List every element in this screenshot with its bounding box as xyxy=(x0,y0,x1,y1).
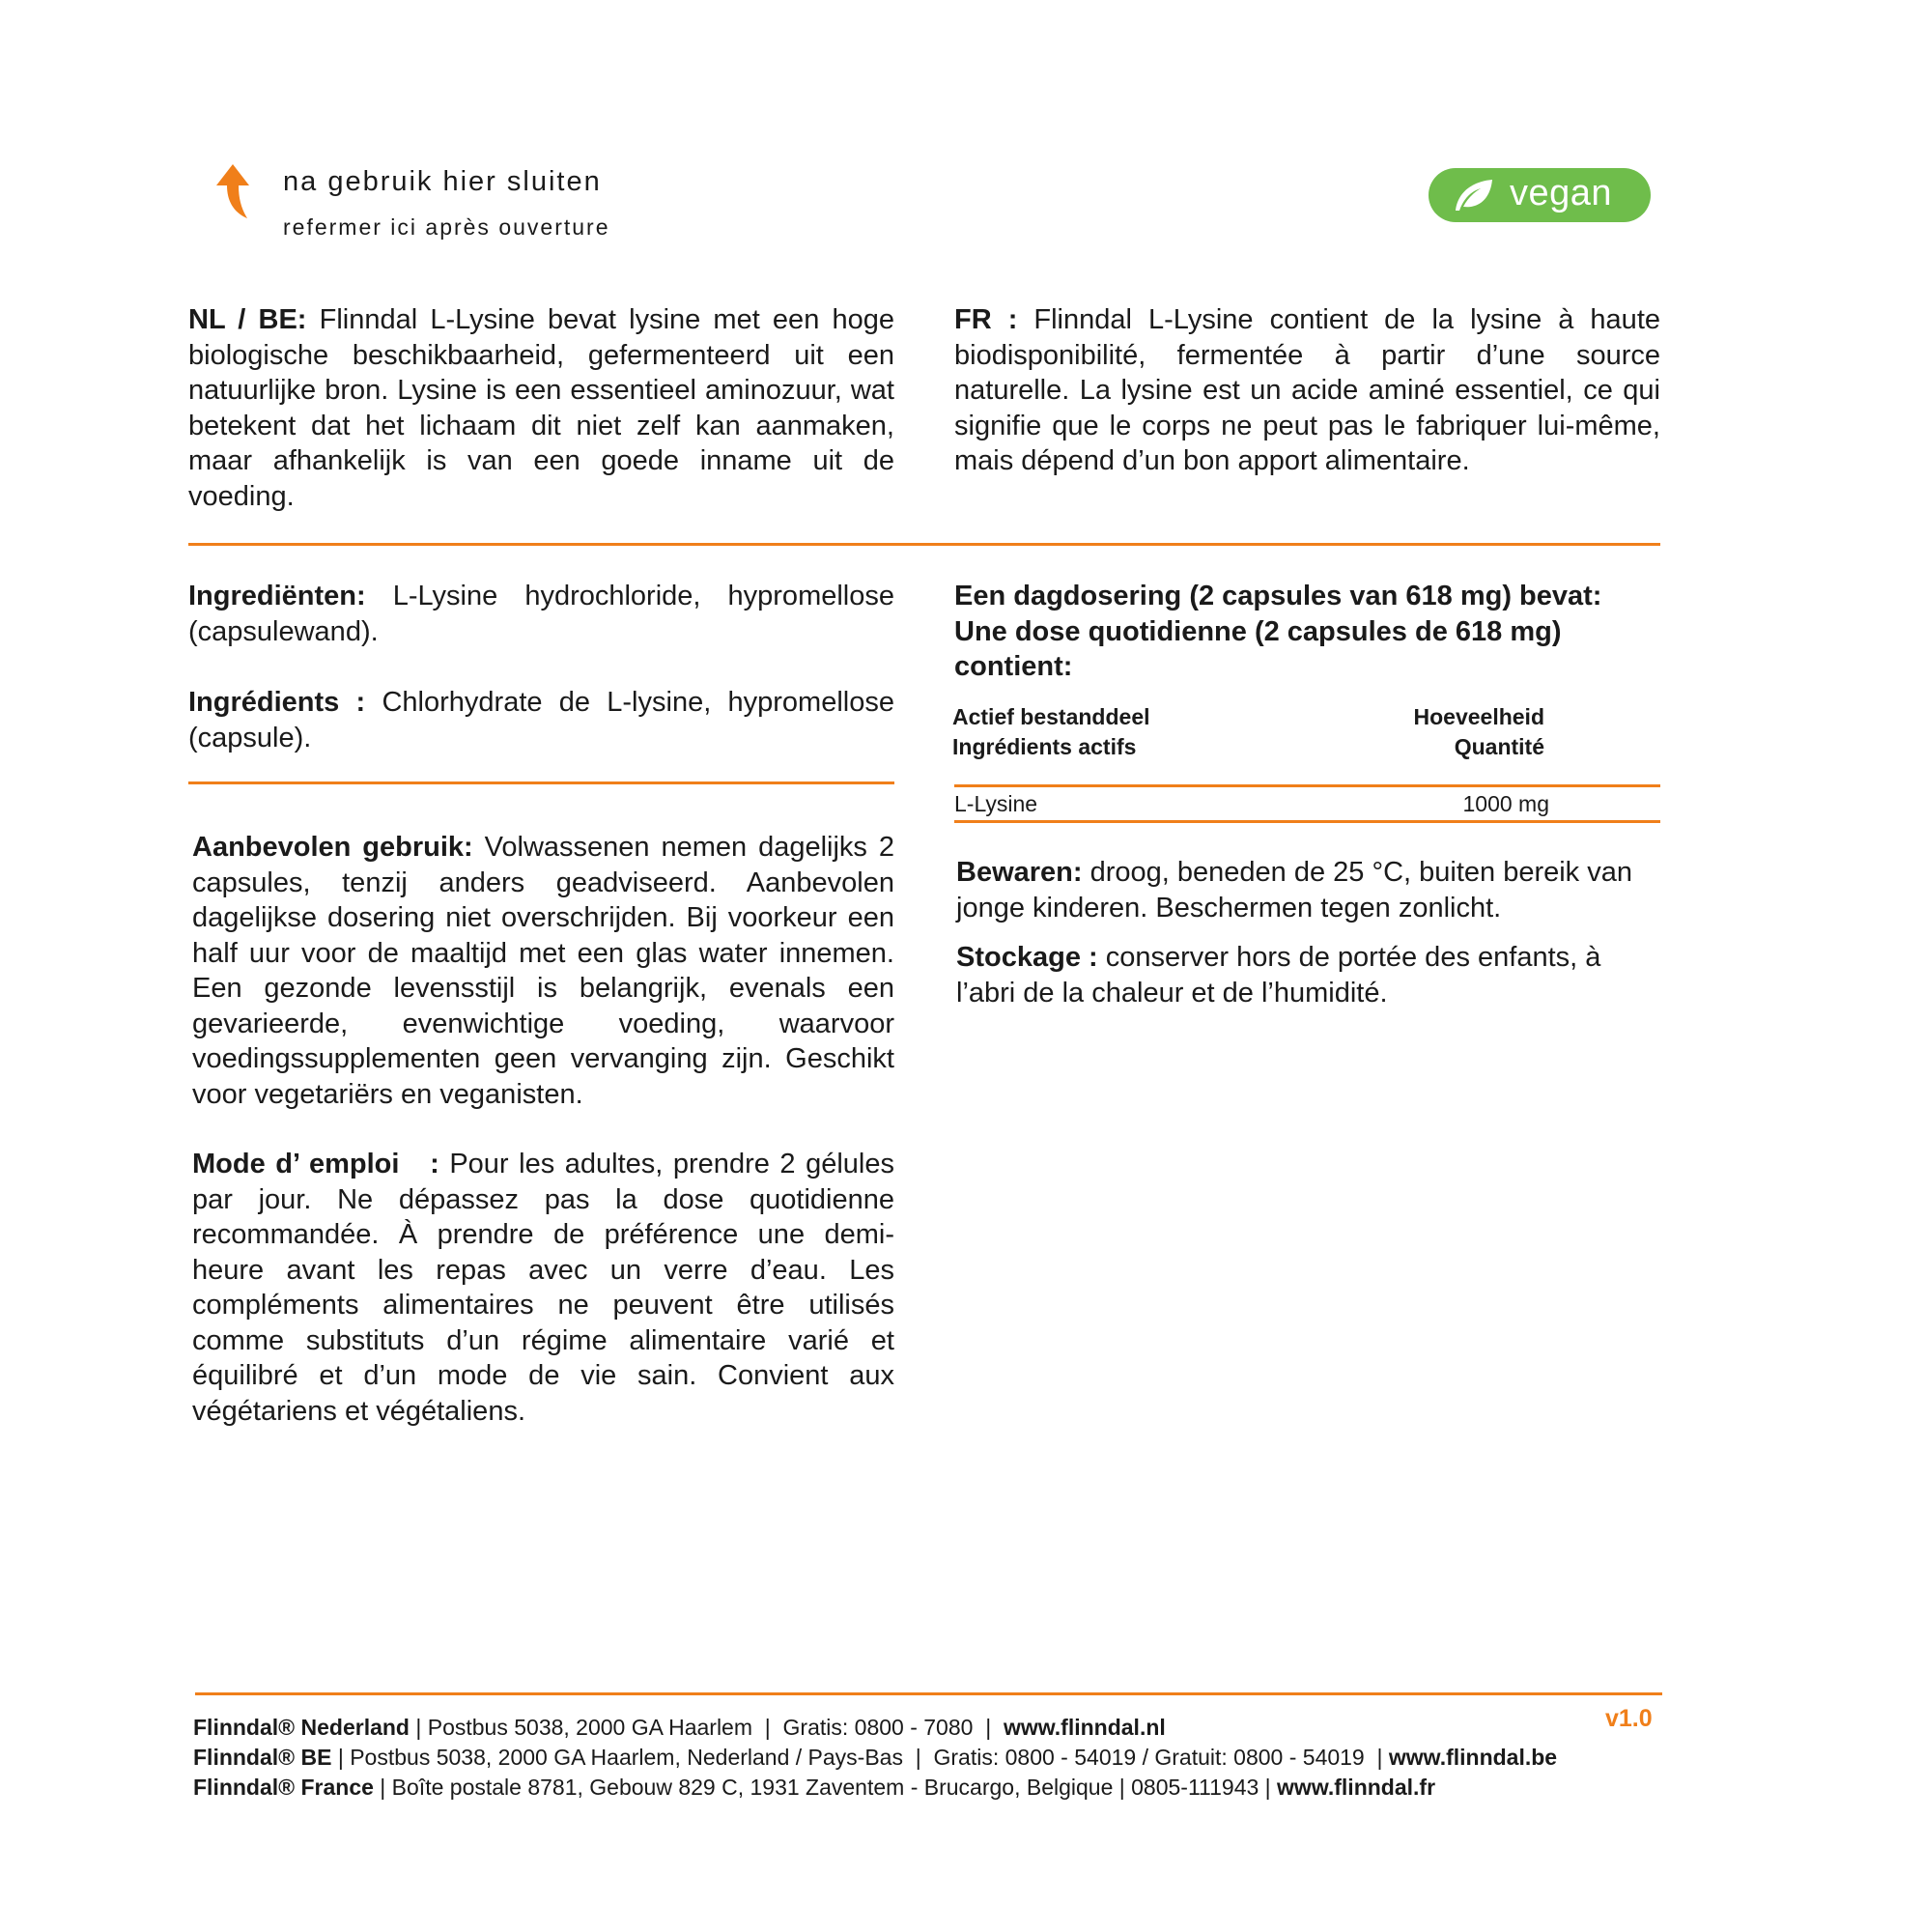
ingredients-fr-text: Chlorhydrate de L-lysine, hypromellose (capsule). xyxy=(188,687,894,753)
footer-contacts xyxy=(193,1713,1557,1803)
footer-be-text: | Postbus 5038, 2000 GA Haarlem, Nederland / Pays-Bas | Gratis: 0800 - 54019 / Gratuit: 0800 - 54019 | xyxy=(331,1745,1389,1770)
footer-fr-brand: Flinndal® France xyxy=(193,1775,374,1800)
footer-fr-text: | Boîte postale 8781, Gebouw 829 C, 1931 Zaventem - Brucargo, Belgique | 0805-111943 | xyxy=(373,1775,1278,1800)
footer-be-url[interactable]: www.flinndal.be xyxy=(1388,1745,1558,1770)
intro-fr-text: Flinndal L-Lysine contient de la lysine à haute biodisponibilité, fermentée à partir d’une source naturelle. La lysine est un acide aminé essentiel, ce qui signifie que le corps ne peut pas le fabriquer lui-même, mais dépend d’un bon apport alimentaire. xyxy=(954,304,1660,476)
ingredients-nl-label: Ingrediënten: xyxy=(188,581,366,611)
usage-fr-label: Mode d’ emploi : xyxy=(192,1149,439,1179)
footer-fr xyxy=(193,1773,1557,1803)
close-hint-nl: na gebruik hier sluiten xyxy=(283,166,602,197)
row-amount: 1000 mg xyxy=(1462,791,1549,816)
row-name: L-Lysine xyxy=(954,791,1038,816)
col-active-fr: Ingrédients actifs xyxy=(952,734,1137,759)
storage-nl-text: droog, beneden de 25 °C, buiten bereik van jonge kinderen. Beschermen tegen zonlicht. xyxy=(956,857,1632,923)
storage-fr-label: Stockage : xyxy=(956,942,1098,973)
arrow-up-icon xyxy=(214,162,251,222)
ingredients-fr-label: Ingrédients : xyxy=(188,687,366,718)
intro-nl-label: NL / BE: xyxy=(188,304,307,335)
vegan-label: vegan xyxy=(1510,172,1613,213)
footer-nl xyxy=(193,1713,1557,1743)
table-body xyxy=(954,789,1654,819)
ingredients-fr xyxy=(188,685,894,755)
intro-nl-text: Flinndal L-Lysine bevat lysine met een hoge biologische beschikbaarheid, gefermenteerd uit een natuurlijke bron. Lysine is een essentieel aminozuur, wat betekent dat het lichaam dit niet zelf kan aanmaken, maar afhankelijk is van een goede inname uit de voeding. xyxy=(188,304,894,512)
footer-nl-brand: Flinndal® Nederland xyxy=(193,1715,410,1740)
close-hint-fr: refermer ici après ouverture xyxy=(283,214,610,240)
col-amount-fr: Quantité xyxy=(1454,734,1544,759)
intro-fr xyxy=(954,302,1660,479)
intro-nl xyxy=(188,302,894,514)
table-header-rule xyxy=(954,784,1660,787)
leaf-icon xyxy=(1452,176,1496,214)
dosage-heading xyxy=(954,579,1660,685)
table-row xyxy=(954,789,1654,819)
footer-nl-text: | Postbus 5038, 2000 GA Haarlem | Gratis: 0800 - 7080 | xyxy=(409,1715,1004,1740)
vegan-badge xyxy=(1429,168,1651,222)
col-amount-nl: Hoeveelheid xyxy=(1413,704,1544,729)
table-header xyxy=(949,702,1649,762)
storage-nl-label: Bewaren: xyxy=(956,857,1083,888)
footer-be-brand: Flinndal® BE xyxy=(193,1745,332,1770)
usage-nl-label: Aanbevolen gebruik: xyxy=(192,832,473,863)
storage-fr-text: conserver hors de portée des enfants, à l’abri de la chaleur et de l’humidité. xyxy=(956,942,1601,1009)
footer-fr-url[interactable]: www.flinndal.fr xyxy=(1277,1775,1436,1800)
usage-nl-text: Volwassenen nemen dagelijks 2 capsules, tenzij anders geadviseerd. Aanbevolen dagelijkse dosering niet overschrijden. Bij voorkeur een half uur voor de maaltijd met een glas water innemen. Een gezonde levensstijl is belangrijk, evenals een gevarieerde, evenwichtige voeding, waarvoor voedingssupplementen geen vervanging zijn. Geschikt voor vegetariërs en veganisten. xyxy=(192,832,895,1110)
version-label: v1.0 xyxy=(1605,1705,1653,1732)
storage-nl xyxy=(956,855,1660,925)
footer-nl-url[interactable]: www.flinndal.nl xyxy=(1003,1715,1166,1740)
left-divider xyxy=(188,781,894,784)
dosage-heading-fr: Une dose quotidienne (2 capsules de 618 mg) contient: xyxy=(954,615,1562,682)
ingredients-nl-text: L-Lysine hydrochloride, hypromellose (capsulewand). xyxy=(188,581,894,647)
section-divider xyxy=(188,543,1660,546)
usage-fr-text: Pour les adultes, prendre 2 gélules par jour. Ne dépassez pas la dose quotidienne recommandée. À prendre de préférence une demi-heure avant les repas avec un verre d’eau. Les compléments alimentaires ne peuvent être utilisés comme substituts d’un régime alimentaire varié et équilibré et d’un mode de vie sain. Convient aux végétariens et végétaliens. xyxy=(192,1149,894,1427)
dosage-table xyxy=(949,702,1649,762)
usage-fr xyxy=(192,1147,894,1429)
storage-fr xyxy=(956,940,1660,1010)
footer-divider xyxy=(195,1692,1662,1695)
intro-fr-label: FR : xyxy=(954,304,1018,335)
usage-nl xyxy=(192,830,894,1112)
table-bottom-rule xyxy=(954,820,1660,823)
dosage-heading-nl: Een dagdosering (2 capsules van 618 mg) bevat: xyxy=(954,581,1602,611)
footer-be xyxy=(193,1743,1557,1773)
ingredients-nl xyxy=(188,579,894,649)
col-active-nl: Actief bestanddeel xyxy=(952,704,1150,729)
